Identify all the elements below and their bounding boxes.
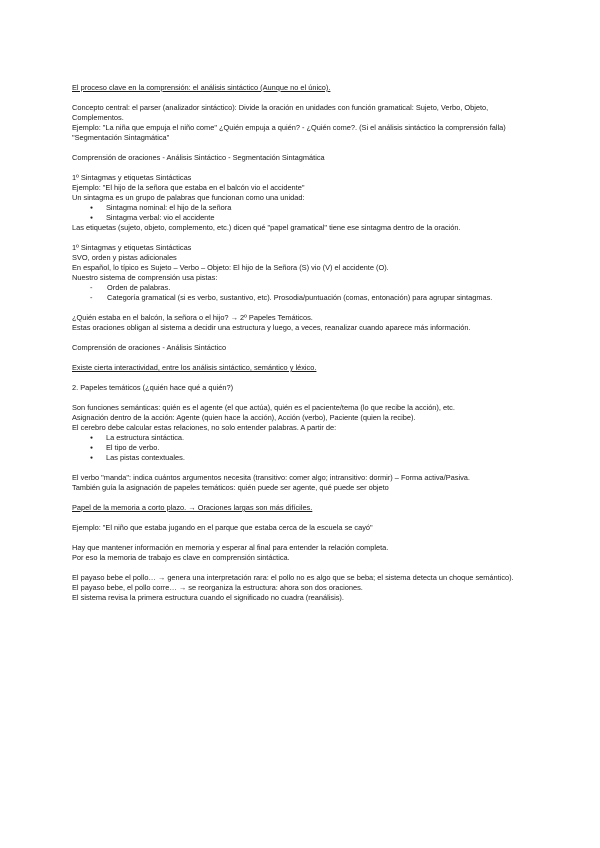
text-line: Ejemplo: "El hijo de la señora que estaba en el balcón vio el accidente" [72, 183, 305, 192]
text-line: Nuestro sistema de comprensión usa pistas: [72, 273, 218, 282]
text-line: 2. Papeles temáticos (¿quién hace qué a quién?) [72, 383, 234, 392]
underlined-heading: Papel de la memoria a corto plazo. → Oraciones largas son más difíciles. [72, 503, 313, 512]
text-line: El cerebro debe calcular estas relaciones, no solo entender palabras. A partir de: [72, 423, 337, 432]
text-line: Asignación dentro de la acción: Agente (quien hace la acción), Acción (verbo), Paciente (quien la recibe). [72, 413, 416, 422]
list-item-text: El tipo de verbo. [106, 443, 160, 452]
bullet-item [72, 203, 532, 213]
text-line: SVO, orden y pistas adicionales [72, 253, 177, 262]
document-page [72, 83, 532, 603]
text-line: Hay que mantener información en memoria y esperar al final para entender la relación completa. [72, 543, 389, 552]
list-item-text: Orden de palabras. [107, 283, 171, 292]
text-line: En español, lo típico es Sujeto – Verbo – Objeto: El hijo de la Señora (S) vio (V) el accidente (O). [72, 263, 389, 272]
paragraph-gap [72, 373, 532, 383]
paragraph-gap [72, 533, 532, 543]
paragraph-gap [72, 513, 532, 523]
list-item-text: Las pistas contextuales. [106, 453, 185, 462]
text-line: Ejemplo: "La niña que empuja el niño come" ¿Quién empuja a quién? - ¿Quién come?. (Si el análisis sintáctico la comprensión falla) [72, 123, 506, 132]
bullet-icon: ● [90, 215, 94, 221]
text-line: El payaso bebe, el pollo corre… → se reorganiza la estructura: ahora son dos oraciones. [72, 583, 363, 592]
text-line: El payaso bebe el pollo… → genera una interpretación rara: el pollo no es algo que se beba; el sistema detecta un choque semántico). [72, 573, 514, 582]
paragraph-gap [72, 563, 532, 573]
bullet-item [72, 433, 532, 443]
paragraph-gap [72, 233, 532, 243]
bullet-item [72, 443, 532, 453]
text-line: Comprensión de oraciones - Análisis Sintáctico [72, 343, 227, 352]
text-line: "Segmentación Sintagmática" [72, 133, 170, 142]
dash-item [72, 283, 532, 293]
paragraph-gap [72, 353, 532, 363]
paragraph-gap [72, 333, 532, 343]
dash-icon: - [90, 293, 93, 302]
paragraph-gap [72, 303, 532, 313]
text-line: Ejemplo: "El niño que estaba jugando en el parque que estaba cerca de la escuela se cayó" [72, 523, 373, 532]
text-line: Concepto central: el parser (analizador sintáctico): Divide la oración en unidades con función gramatical: Sujeto, Verbo, Objeto, Complementos. [72, 103, 491, 122]
text-line: Son funciones semánticas: quién es el agente (el que actúa), quién es el paciente/tema (lo que recibe la acción), etc. [72, 403, 455, 412]
bullet-icon: ● [90, 445, 94, 451]
text-line: 1º Sintagmas y etiquetas Sintácticas [72, 243, 192, 252]
bullet-icon: ● [90, 205, 94, 211]
list-item-text: La estructura sintáctica. [106, 433, 185, 442]
text-line: ¿Quién estaba en el balcón, la señora o el hijo? → 2º Papeles Temáticos. [72, 313, 313, 322]
text-line: El verbo "manda": indica cuántos argumentos necesita (transitivo: comer algo; intransitivo: dormir) – Forma activa/Pasiva. [72, 473, 470, 482]
paragraph-gap [72, 463, 532, 473]
bullet-item [72, 453, 532, 463]
bullet-item [72, 213, 532, 223]
text-line: También guía la asignación de papeles temáticos: quién puede ser agente, qué puede ser objeto [72, 483, 389, 492]
underlined-heading: El proceso clave en la comprensión: el análisis sintáctico (Aunque no el único). [72, 83, 331, 92]
paragraph-gap [72, 163, 532, 173]
list-item-text: Sintagma nominal: el hijo de la señora [106, 203, 232, 212]
paragraph-gap [72, 393, 532, 403]
paragraph-gap [72, 143, 532, 153]
dash-icon: - [90, 283, 93, 292]
paragraph-gap [72, 493, 532, 503]
underlined-heading: Existe cierta interactividad, entre los análisis sintáctico, semántico y léxico. [72, 363, 317, 372]
text-line: 1º Sintagmas y etiquetas Sintácticas [72, 173, 192, 182]
bullet-icon: ● [90, 455, 94, 461]
text-line: Estas oraciones obligan al sistema a decidir una estructura y luego, a veces, reanalizar cuando aparece más información. [72, 323, 471, 332]
list-item-text: Sintagma verbal: vio el accidente [106, 213, 215, 222]
paragraph-gap [72, 93, 532, 103]
bullet-icon: ● [90, 435, 94, 441]
text-line: Por eso la memoria de trabajo es clave en comprensión sintáctica. [72, 553, 290, 562]
text-line: El sistema revisa la primera estructura cuando el significado no cuadra (reanálisis). [72, 593, 344, 602]
text-line: Comprensión de oraciones - Análisis Sintáctico - Segmentación Sintagmática [72, 153, 325, 162]
dash-item [72, 293, 532, 303]
text-line: Las etiquetas (sujeto, objeto, complemento, etc.) dicen qué "papel gramatical" tiene ese sintagma dentro de la oración. [72, 223, 461, 232]
list-item-text: Categoría gramatical (si es verbo, sustantivo, etc). Prosodia/puntuación (comas, entonación) para agrupar sintagmas. [107, 293, 493, 302]
text-line: Un sintagma es un grupo de palabras que funcionan como una unidad: [72, 193, 305, 202]
